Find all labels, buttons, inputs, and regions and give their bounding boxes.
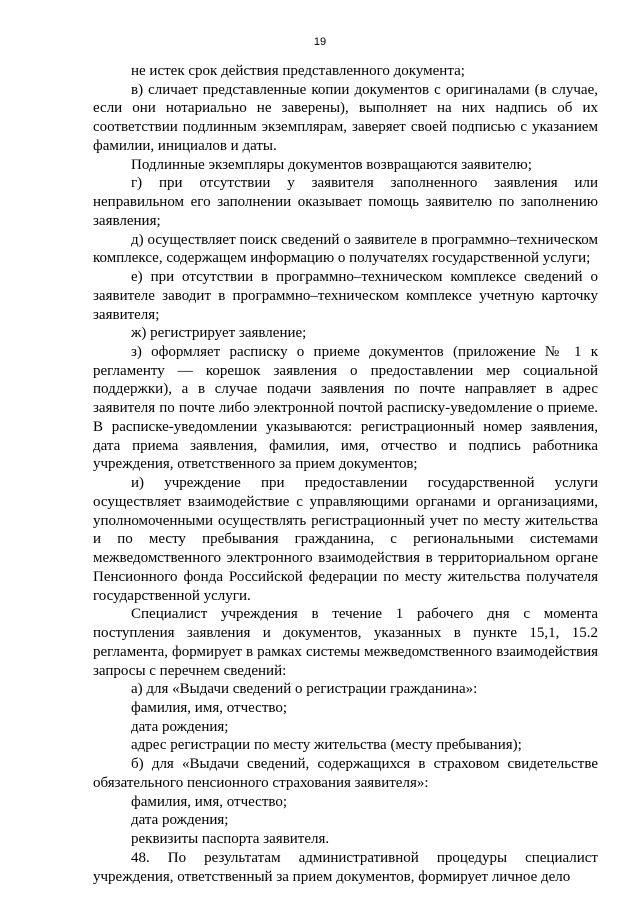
paragraph: реквизиты паспорта заявителя. <box>131 831 330 848</box>
paragraph: не истек срок действия представленного документа; <box>131 63 465 79</box>
paragraph: адрес регистрации по месту жительства (месту пребывания); <box>131 737 522 754</box>
paragraph: в) сличает представленные копии документов с оригиналами (в случае, если они нотариально не заверены), выполняет на них надпись об их соответствии подлинным экземплярам, заверяет своей подписью с указанием фамилии, инициалов и даты. <box>93 81 598 154</box>
paragraph: дата рождения; <box>131 718 229 735</box>
paragraph: г) при отсутствии у заявителя заполненного заявления или неправильном его заполнении оказывает помощь заявителю по заполнению заявления; <box>93 175 598 229</box>
paragraph: фамилия, имя, отчество; <box>131 699 288 716</box>
document-body <box>93 62 598 886</box>
paragraph: дата рождения; <box>131 812 229 829</box>
paragraph: д) осуществляет поиск сведений о заявителе в программно–техническом комплексе, содержащем информацию о получателях государственной услуги; <box>93 231 598 267</box>
paragraph: фамилия, имя, отчество; <box>131 793 288 810</box>
paragraph: е) при отсутствии в программно–техническом комплексе сведений о заявителе заводит в программно–техническом комплексе учетную карточку заявителя; <box>93 269 598 323</box>
paragraph: и) учреждение при предоставлении государственной услуги осуществляет взаимодействие с управляющими органами и организациями, уполномоченными осуществлять регистрационный учет по месту жительства и по месту пребывания гражданина, с региональными системами межведомственного электронного взаимодействия в территориальном органе Пенсионного фонда Российской федерации по месту жительства получателя государственной услуги. <box>93 475 598 604</box>
paragraph: з) оформляет расписку о приеме документов (приложение № 1 к регламенту — корешок заявления о предоставлении мер социальной поддержки), а в случае подачи заявления по почте направляет в адрес заявителя по почте либо электронной почтой расписку-уведомление о приеме. В расписке-уведомлении указываются: регистрационный номер заявления, дата приема заявления, фамилия, имя, отчество и подпись работника учреждения, ответственного за прием документов; <box>93 344 598 473</box>
paragraph: б) для «Выдачи сведений, содержащихся в страховом свидетельстве обязательного пенсионного страхования заявителя»: <box>93 756 598 791</box>
paragraph: Подлинные экземпляры документов возвращаются заявителю; <box>131 156 532 173</box>
page-number: 19 <box>313 36 327 48</box>
paragraph: ж) регистрирует заявление; <box>131 325 307 342</box>
paragraph: а) для «Выдачи сведений о регистрации гражданина»: <box>131 681 478 698</box>
paragraph: Специалист учреждения в течение 1 рабочего дня с момента поступления заявления и документов, указанных в пункте 15,1, 15.2 регламента, формирует в рамках системы межведомственного взаимодействия запросы с перечнем сведений: <box>93 606 598 679</box>
paragraph: 48. По результатам административной процедуры специалист учреждения, ответственный за прием документов, формирует личное дело <box>93 849 598 885</box>
